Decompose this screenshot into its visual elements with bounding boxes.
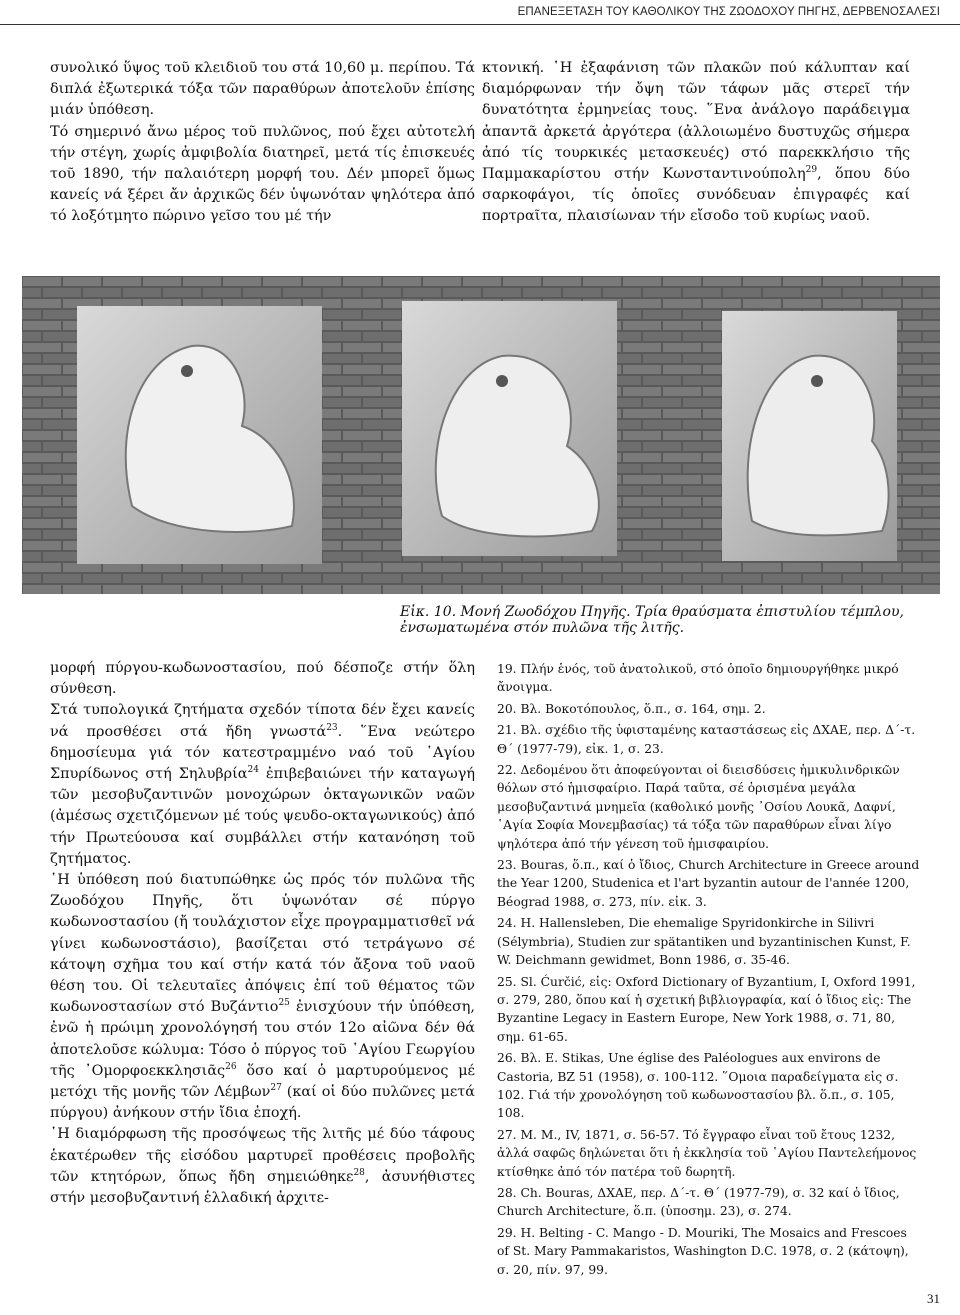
text-span: ἐνισχύουν τήν ὑπόθεση, ἐνῶ ἡ πρώιμη χρονολόγησή του στόν 12ο αἰῶνα δέν θά ἀποτελοῦσε κώλυμα: Τόσο ὁ πύργος τοῦ ῾Αγίου Γεωργίου τῆς ᾿Ομορφοεκκλησιᾶς (50, 999, 475, 1079)
footnote: 26. Βλ. E. Stikas, Une église des Paléologues aux environs de Castoria, BZ 51 (1958), σ. 100-112. ῞Ομοια παραδείγματα εἰς σ. 102. Γιά τήν χρονολόγηση τοῦ κωδωνοστασίου βλ. ὅ.π., σ. 105, 108. (497, 1051, 899, 1121)
photo-relief-fragments (22, 276, 940, 594)
text-span: ῾Η ὑπόθεση πού διατυπώθηκε ὡς πρός τόν πυλῶνα τῆς Ζωοδόχου Πηγῆς, ὅτι ὑψωνόταν σέ πύργο κωδωνοστασίου (ἤ τουλάχιστον εἶχε προγραμματισθεῖ νά γίνει κωδωνοστάσιο), βασίζεται στό τετράγωνο σέ κάτοψη σχῆμα του καί στήν κατά τόν ἄξονα τοῦ ναοῦ θέση του. Οἱ τελευταῖες ἀπόψεις ἐπί τοῦ θέματος τῶν κωδωνοστασίων στό Βυζάντιο (50, 872, 475, 1016)
paragraph (50, 700, 475, 870)
footnote-ref: 27 (270, 1083, 282, 1094)
bottom-left-column (50, 658, 475, 1209)
footnote: 22. Δεδομένου ὅτι ἀποφεύγονται οἱ διεισδύσεις ἡμικυλινδρικῶν θόλων στό ἡμισφαίριο. Παρά ταῦτα, σέ ὁρισμένα μεγάλα μεσοβυζαντινά μνημεῖα (καθολικό μονῆς ᾿Οσίου Λουκᾶ, Δαφνί, ῾Αγία Σοφία Μονεμβασίας) τά τόξα τῶν παραθύρων εἶναι λίγο ψηλότερα ἀπό τήν γένεση τοῦ ἡμισφαιρίου. (497, 763, 900, 851)
paragraph: μορφή πύργου-κωδωνοστασίου, πού δέσποζε στήν ὅλη σύνθεση. (50, 660, 475, 698)
footnote: 25. Sl. Ćurčić, εἰς: Oxford Dictionary of Byzantium, I, Oxford 1991, σ. 279, 280, ὅπου καί ἡ σχετική βιβλιογραφία, καί ὁ ἴδιος εἰς: The Byzantine Legacy in Eastern Europe, New York 1988, σ. 71, 80, σημ. 61-65. (497, 974, 916, 1044)
relief-slab-middle (402, 301, 617, 556)
paragraph (50, 1124, 475, 1209)
footnote: 20. Βλ. Βοκοτόπουλος, ὅ.π., σ. 164, σημ. 2. (497, 701, 766, 716)
top-right-column (482, 58, 910, 228)
header-rule (0, 24, 960, 25)
running-header: ΕΠΑΝΕΞΕΤΑΣΗ ΤΟΥ ΚΑΘΟΛΙΚΟΥ ΤΗΣ ΖΩΟΔΟΧΟΥ ΠΗΓΗΣ, ΔΕΡΒΕΝΟΣΑΛΕΣΙ (517, 6, 940, 18)
text-span: κτονική. ῾Η ἐξαφάνιση τῶν πλακῶν πού κάλυπταν καί διαμόρφωναν τήν ὄψη τῶν τάφων μᾶς στερεῖ τήν δυνατότητα ἑρμηνείας τους. ῞Ενα ἀνάλογο παράδειγμα ἀπαντᾶ ἀρκετά ἀργότερα (ἀλλοιωμένο δυστυχῶς σήμερα ἀπό τίς τουρκικές μετασκευές) στό παρεκκλήσιο τῆς Παμμακαρίστου στήν Κωνσταντινούπολη (482, 60, 910, 183)
relief-slab-right (722, 311, 897, 561)
paragraph: Τό σημερινό ἄνω μέρος τοῦ πυλῶνος, πού ἔχει αὐτοτελή τήν στέγη, χωρίς ἀμφιβολία διατηρεῖ, μετά τίς ἐπισκευές τοῦ 1890, τήν παλαιότερη μορφή του. Δέν μπορεῖ ὅμως κανείς νά ξέρει ἄν ἀρχικῶς δέν ὑψωνόταν ψηλότερα ἀπό τό λοξότμητο πώρινο γεῖσο του μέ τήν (50, 123, 475, 225)
text-span: Στά τυπολογικά ζητήματα σχεδόν τίποτα δέν ἔχει κανείς νά προσθέσει στά ἤδη γνωστά (50, 702, 475, 740)
text-span: (καί οἱ δύο πυλῶνες μετά πύργου) ἀνήκουν στήν ἴδια ἐποχή. (50, 1084, 475, 1122)
text-span: ἐπιβεβαιώνει τήν καταγωγή τῶν μεσοβυζαντινῶν μονοχώρων ὀκταγωνικῶν ναῶν (ἀμέσως σχετιζόμενων μέ τούς ψευδο-οκταγωνικούς) ἀπό τήν Πρωτεύουσα καί συμβάλλει στήν κατανόηση τοῦ ζητήματος. (50, 766, 475, 867)
footnotes-column (497, 660, 922, 1282)
relief-slab-left (77, 306, 322, 564)
footnote-ref: 24 (247, 765, 259, 776)
paragraph: συνολικό ὕψος τοῦ κλειδιοῦ του στά 10,60 μ. περίπου. Τά διπλά ἐξωτερικά τόξα τῶν παραθύρων ἀποτελοῦν ἐπίσης μιάν ὑπόθεση. (50, 60, 475, 119)
footnote-ref: 28 (353, 1168, 365, 1179)
page-number: 31 (927, 1291, 940, 1306)
relief-photo (22, 276, 940, 594)
footnote-ref: 29 (805, 165, 818, 176)
footnote-ref: 25 (278, 998, 290, 1009)
text-span: ῾Η διαμόρφωση τῆς προσόψεως τῆς λιτῆς μέ δύο τάφους ἑκατέρωθεν τῆς εἰσόδου μαρτυρεῖ προθέσεις προβολῆς τῶν κτητόρων, ὅπως ἤδη σημειώθηκε (50, 1126, 475, 1185)
top-left-column (50, 58, 475, 228)
text-span: , ἀσυνήθιστες στήν μεσοβυζαντινή ἑλλαδική ἀρχιτε- (50, 1168, 475, 1207)
footnote-ref: 26 (225, 1062, 237, 1073)
footnote: 24. H. Hallensleben, Die ehemalige Spyridonkirche in Silivri (Sélymbria), Studien zur spätantiken und byzantinischen Kunst, F. W. Deichmann gewidmet, Bonn 1986, σ. 35-46. (497, 916, 911, 968)
text-span: ὅσο καί ὁ μαρτυρούμενος μέ μετόχι τῆς μονῆς τῶν Λέμβων (50, 1062, 476, 1101)
footnote: 21. Βλ. σχέδιο τῆς ὑφισταμένης καταστάσεως εἰς ΔΧΑΕ, περ. Δ΄-τ. Θ΄ (1977-79), εἰκ. 1, σ. 23. (497, 723, 916, 756)
footnote: 19. Πλήν ἑνός, τοῦ ἀνατολικοῦ, στό ὁποῖο δημιουργήθηκε μικρό ἄνοιγμα. (497, 662, 899, 695)
footnote-ref: 23 (326, 722, 338, 733)
text-span: . ῞Ενα νεώτερο δημοσίευμα γιά τόν κατεστραμμένο ναό τοῦ ῾Αγίου Σπυρίδωνος στή Σηλυβρία (50, 723, 475, 783)
footnote: 28. Ch. Bouras, ΔΧΑΕ, περ. Δ΄-τ. Θ΄ (1977-79), σ. 32 καί ὁ ἴδιος, Church Architecture, ὅ.π. (ὑποσημ. 23), σ. 274. (497, 1185, 900, 1219)
footnote: 29. H. Belting - C. Mango - D. Mouriki, The Mosaics and Frescoes of St. Mary Pammakaristos, Washington D.C. 1978, σ. 2 (κάτοψη), σ. 20, πίν. 97, 99. (497, 1225, 909, 1277)
figure-caption: Εἰκ. 10. Μονή Ζωοδόχου Πηγῆς. Τρία θραύσματα ἐπιστυλίου τέμπλου, ἐνσωματωμένα στόν πυλῶνα τῆς λιτῆς. (400, 604, 904, 636)
footnote: 23. Bouras, ὅ.π., καί ὁ ἴδιος, Church Architecture in Greece around the Year 1200, Studenica et l'art byzantin autour de l'année 1200, Béograd 1988, σ. 273, πίν. εἰκ. 3. (497, 858, 920, 909)
paragraph (482, 58, 910, 228)
footnote: 27. M. M., IV, 1871, σ. 56-57. Τό ἔγγραφο εἶναι τοῦ ἔτους 1232, ἀλλά σαφῶς δηλώνεται ὅτι ἡ ἐκκλησία τοῦ ῾Αγίου Παντελεήμονος κτίσθηκε ἀπό τόν πατέρα τοῦ δωρητῆ. (497, 1127, 917, 1179)
paragraph (50, 870, 475, 1124)
text-span: , ὅπου δύο σαρκοφάγοι, τίς ὁποῖες συνόδευαν ἐπιγραφές καί πορτραῖτα, πλαισίωναν τήν εἴσοδο τοῦ κυρίως ναοῦ. (482, 166, 910, 225)
